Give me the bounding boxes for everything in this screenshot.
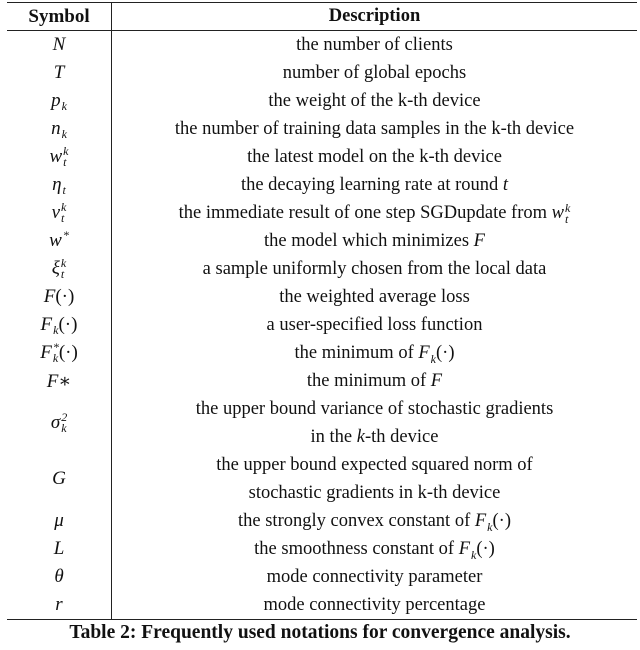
description-line: [264, 591, 486, 619]
header-description: Description: [328, 6, 421, 26]
symbol-cell: [7, 59, 112, 87]
table-row: [7, 115, 637, 143]
description-cell: [112, 339, 637, 367]
math-base: w: [551, 203, 564, 223]
sub-sup: [61, 412, 67, 434]
description-text: the upper bound variance of stochastic gradients: [195, 399, 554, 419]
sub-sup: [63, 146, 68, 168]
symbol: [52, 202, 67, 225]
symbol-cell: [7, 283, 112, 311]
description-line: [264, 227, 485, 255]
symbol: [52, 258, 66, 281]
inline-math: [503, 175, 508, 195]
symbol: [54, 510, 64, 532]
math-base: F: [418, 343, 430, 363]
description-text: -th device: [365, 427, 439, 447]
symbol: [54, 62, 65, 84]
symbol-cell: [7, 171, 112, 199]
sub-sup: [63, 174, 66, 196]
description-text: the minimum of: [294, 343, 419, 363]
description-text: the minimum of: [306, 371, 431, 391]
symbol: [49, 146, 68, 169]
math-tail: (·): [58, 313, 78, 335]
description-line: [238, 507, 511, 535]
superscript: 2: [61, 410, 68, 425]
subscript: [63, 241, 69, 252]
math-base: F: [474, 511, 487, 531]
subscript: k: [52, 351, 59, 366]
symbol-cell: [7, 115, 112, 143]
description-line: [311, 423, 439, 451]
subscript: k: [53, 323, 59, 338]
math-base: N: [52, 34, 66, 55]
notation-table: [7, 2, 637, 620]
superscript: k: [60, 256, 67, 271]
superscript: k: [565, 200, 571, 215]
table-row: [7, 563, 637, 591]
math-base: μ: [54, 510, 64, 531]
math-base: v: [51, 201, 61, 223]
description-text: the strongly convex constant of: [238, 511, 475, 531]
symbol-cell: [7, 31, 112, 59]
math-base: ξ: [51, 257, 60, 279]
subscript: k: [61, 421, 67, 436]
subscript: k: [61, 127, 67, 142]
symbol-cell: [7, 395, 112, 451]
symbol-cell: [7, 199, 112, 227]
description-cell: [112, 507, 637, 535]
description-line: [203, 255, 547, 283]
subscript: k: [61, 99, 67, 114]
math-tail: (·): [58, 341, 78, 363]
sub-sup: [62, 118, 67, 140]
symbol-cell: [7, 451, 112, 507]
description-cell: [112, 227, 637, 255]
math-base: p: [51, 89, 61, 111]
math-base: G: [52, 468, 66, 489]
description-line: [295, 339, 455, 367]
description-line: [247, 143, 502, 171]
symbol: [51, 412, 67, 435]
table-row: [7, 31, 637, 59]
symbol: [53, 34, 66, 56]
superscript: *: [62, 228, 69, 243]
description-line: [307, 367, 442, 395]
description-cell: [112, 367, 637, 395]
description-line: [283, 59, 466, 87]
description-cell: [112, 563, 637, 591]
description-cell: [112, 171, 637, 199]
table-body: [7, 31, 637, 619]
math-base: t: [502, 175, 509, 195]
symbol: [44, 286, 75, 308]
description-text: the upper bound expected squared norm of: [216, 455, 533, 475]
description-text: the model which minimizes: [264, 231, 474, 251]
description-line: [241, 171, 508, 199]
table-row: [7, 59, 637, 87]
symbol-cell: [7, 535, 112, 563]
table-row: [7, 311, 637, 339]
header-symbol: Symbol: [7, 3, 112, 30]
inline-math: [551, 200, 571, 226]
table-row: [7, 507, 637, 535]
subscript: k: [430, 351, 436, 366]
sub-sup: [62, 90, 67, 112]
description-text: the number of clients: [296, 35, 453, 55]
description-line: [279, 283, 470, 311]
inline-math: [474, 511, 511, 534]
table-row: [7, 283, 637, 311]
inline-math: [357, 427, 365, 447]
math-tail: (·): [476, 539, 495, 559]
math-base: n: [51, 117, 61, 139]
description-text: the number of training data samples in the k-th device: [174, 119, 575, 139]
sub-sup: [565, 200, 571, 226]
symbol-cell: [7, 367, 112, 395]
description-cell: [112, 311, 637, 339]
table-row: [7, 199, 637, 227]
subscript: t: [61, 211, 65, 226]
superscript: *: [52, 340, 59, 355]
symbol: [55, 594, 62, 616]
symbol: [49, 230, 69, 253]
math-base: η: [52, 173, 62, 195]
description-line: [267, 311, 483, 339]
symbol-cell: [7, 563, 112, 591]
symbol: [54, 538, 65, 560]
math-tail: (·): [492, 511, 511, 531]
math-base: F: [40, 341, 52, 363]
superscript: k: [61, 200, 67, 215]
math-base: L: [53, 538, 65, 559]
symbol: [52, 174, 66, 197]
description-cell: [112, 591, 637, 619]
description-text: a user-specified loss function: [266, 315, 483, 335]
description-cell: [112, 31, 637, 59]
table-row: [7, 535, 637, 563]
description-text: the weight of the k-th device: [268, 91, 481, 111]
subscript: k: [471, 547, 477, 562]
description-line: [179, 199, 571, 227]
description-cell: [112, 395, 637, 451]
table-row: [7, 171, 637, 199]
description-text: in the: [310, 427, 357, 447]
description-cell: [112, 87, 637, 115]
math-base: θ: [54, 566, 64, 587]
table-header: [7, 3, 637, 31]
symbol: [41, 314, 78, 337]
description-line: [268, 87, 480, 115]
description-line: [254, 535, 495, 563]
math-base: F: [458, 539, 470, 559]
symbol-cell: [7, 591, 112, 619]
symbol-cell: [7, 507, 112, 535]
math-base: σ: [50, 411, 61, 433]
description-line: [216, 451, 532, 479]
description-cell: [112, 283, 637, 311]
table-row: [7, 87, 637, 115]
math-base: F: [40, 313, 53, 335]
math-base: r: [55, 594, 63, 615]
math-base: w: [49, 229, 62, 251]
description-text: the smoothness constant of: [254, 539, 459, 559]
description-cell: [112, 59, 637, 87]
table-row: [7, 255, 637, 283]
subscript: k: [487, 519, 493, 534]
description-cell: [112, 255, 637, 283]
description-cell: [112, 143, 637, 171]
description-line: [196, 395, 554, 423]
math-tail: (·): [436, 343, 455, 363]
description-text: number of global epochs: [282, 63, 467, 83]
table-row: [7, 395, 637, 451]
symbol-cell: [7, 311, 112, 339]
table-row: [7, 367, 637, 395]
description-text: the weighted average loss: [279, 287, 470, 307]
description-line: [296, 31, 453, 59]
table-row: [7, 591, 637, 619]
description-text: the immediate result of one step SGDupdate from: [178, 203, 552, 223]
math-base: F: [43, 286, 56, 307]
description-cell: [112, 451, 637, 507]
sub-sup: [63, 230, 69, 252]
symbol: [51, 118, 67, 141]
symbol: [52, 468, 66, 490]
symbol-cell: [7, 87, 112, 115]
subscript: t: [60, 267, 65, 282]
subscript: t: [63, 155, 67, 170]
table-caption: Table 2: Frequently used notations for convergence analysis.: [69, 622, 571, 643]
description-text: mode connectivity parameter: [266, 567, 483, 587]
subscript: t: [565, 211, 569, 226]
symbol-cell: [7, 143, 112, 171]
description-cell: [112, 115, 637, 143]
description-cell: [112, 199, 637, 227]
description-text: a sample uniformly chosen from the local data: [202, 259, 547, 279]
symbol-cell: [7, 255, 112, 283]
table-row: [7, 451, 637, 507]
inline-math: [458, 539, 495, 562]
description-text: the latest model on the k-th device: [247, 147, 502, 167]
symbol: [51, 90, 67, 113]
math-base: F: [430, 371, 443, 391]
table-row: [7, 339, 637, 367]
symbol-cell: [7, 227, 112, 255]
math-base: k: [356, 427, 365, 447]
math-tail: (·): [55, 286, 75, 307]
description-cell: [112, 535, 637, 563]
math-base: T: [53, 62, 65, 83]
inline-math: [418, 343, 455, 366]
description-text: the decaying learning rate at round: [240, 175, 503, 195]
description-line: [267, 563, 483, 591]
sub-sup: [61, 202, 66, 224]
table-row: [7, 227, 637, 255]
math-base: w: [49, 145, 63, 167]
sub-sup: [61, 258, 66, 280]
math-base: F: [473, 231, 485, 251]
symbol: [54, 566, 63, 588]
subscript: t: [62, 183, 66, 198]
symbol: [47, 370, 72, 393]
inline-math: [474, 231, 485, 251]
inline-math: [431, 371, 442, 391]
table-row: [7, 143, 637, 171]
symbol: [40, 342, 78, 365]
symbol-cell: [7, 339, 112, 367]
description-text: mode connectivity percentage: [263, 595, 486, 615]
description-line: [249, 479, 501, 507]
description-text: stochastic gradients in k-th device: [248, 483, 501, 503]
superscript: k: [63, 144, 69, 159]
description-line: [175, 115, 574, 143]
math-base: F∗: [46, 370, 72, 392]
